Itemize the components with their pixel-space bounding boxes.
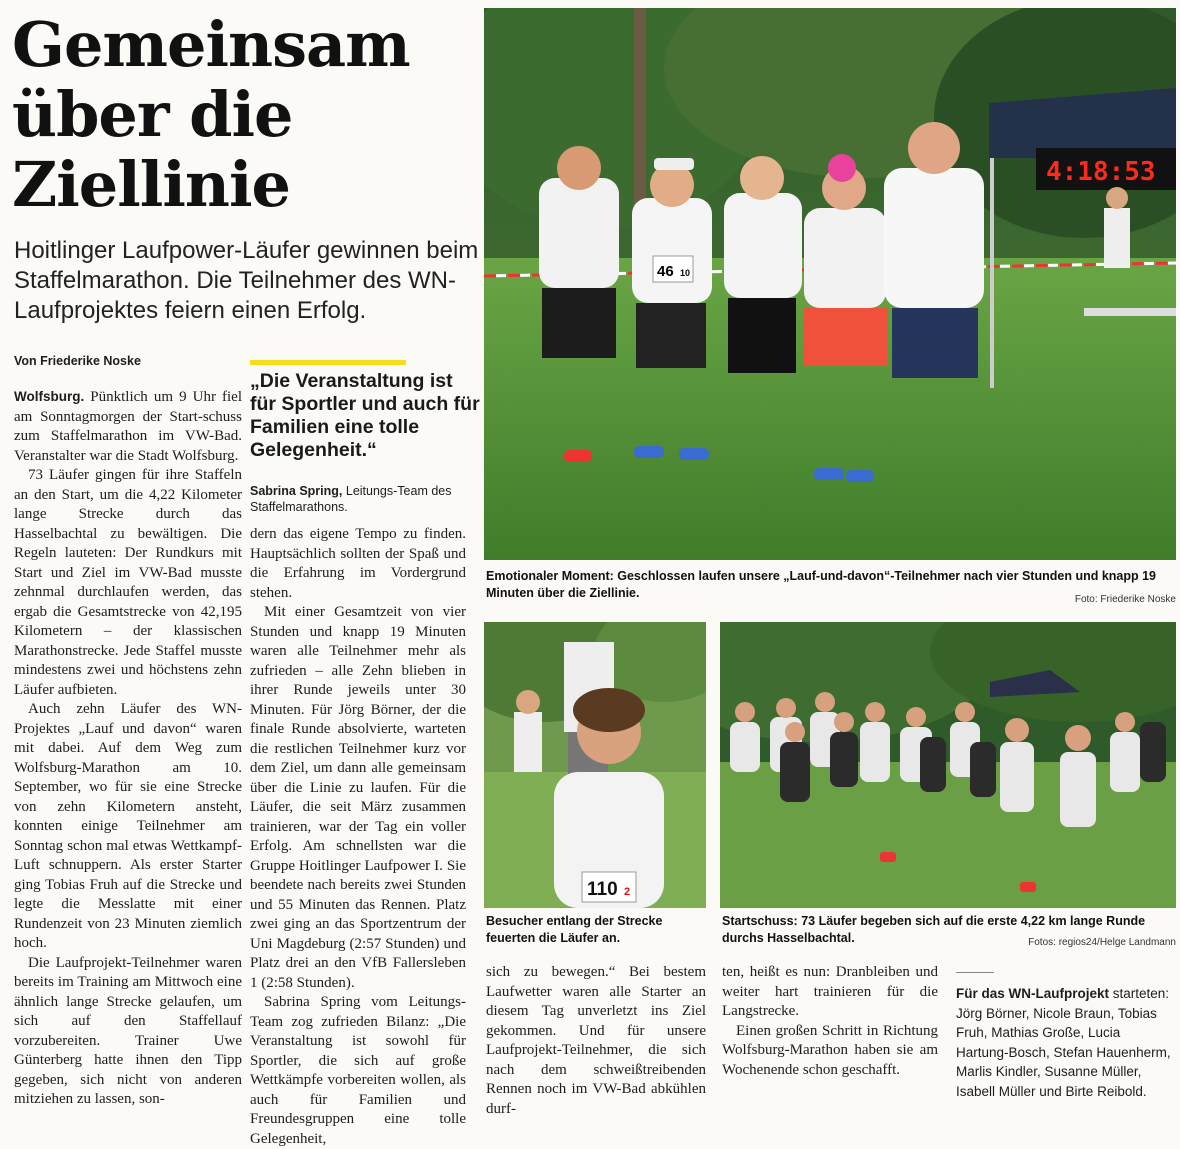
col3-paragraph-1: sich zu bewegen.“ Bei bestem Laufwetter waren alle Starter an diesem Tag unverletzt ins Ziel gekommen. Und für unsere Laufprojekt-Teilnehmer, die sich nach dem schweißtreibenden Rennen noch im VW-Bad abkühlen durf-	[486, 964, 706, 1117]
infobox-text: starteten: Jörg Börner, Nicole Braun, Tobias Fruh, Mathias Große, Lucia Hartung-Bosch, Stefan Hauenherm, Marlis Kindler, Susanne Müller, Isabell Müller und Birte Reibold.	[956, 986, 1171, 1099]
paragraph-1	[14, 387, 242, 466]
paragraph-1-text: Pünktlich um 9 Uhr fiel am Sonntagmorgen der Start-schuss zum Staffelmarathon im VW-Bad. Veranstalter war die Stadt Wolfsburg.	[14, 389, 242, 464]
headline-line-3: Ziellinie	[12, 148, 290, 221]
runner-bib-number: 46	[657, 263, 674, 280]
paragraph-2: 73 Läufer gingen für ihre Staffeln an den Start, um die 4,22 Kilometer lange Strecke durch das Hasselbachtal zu bewältigen. Die Regeln lauteten: Der Rundkurs mit Start und Ziel im VW-Bad musste zehnmal durchlaufen werden, das ergab die Gesamtstrecke von 42,195 Kilometern – der klassischen Marathonstrecke. Jede Staffel musste mindestens zwei und höchstens zehn Läufer aufbieten.	[14, 467, 242, 698]
race-clock-time: 4:18:53	[1046, 157, 1156, 187]
race-start-photo	[720, 622, 1176, 908]
infobox-divider	[956, 972, 994, 973]
dateline: Wolfsburg.	[14, 389, 85, 404]
byline: Von Friederike Noske	[14, 354, 141, 368]
article-column-3	[486, 963, 706, 1119]
subheadline: Hoitlinger Laufpower-Läufer gewinnen beim Staffelmarathon. Die Teilnehmer des WN-Laufprojektes feiern einen Erfolg.	[14, 237, 479, 324]
article-column-1	[14, 387, 242, 1110]
boy-bib-number: 110	[587, 879, 618, 900]
start-photo	[720, 622, 1176, 908]
quote-role: Leitungs-Team des Staffelmarathons.	[250, 484, 452, 514]
start-photo-credit: Fotos: regios24/Helge Landmann	[1028, 937, 1176, 948]
headline	[12, 10, 472, 220]
col2-paragraph-1: dern das eigene Tempo zu finden. Hauptsächlich sollten der Spaß und die Erfahrung im Vordergrund stehen.	[250, 526, 466, 601]
paragraph-3: Auch zehn Läufer des WN-Projektes „Lauf und davon“ waren mit dabei. Auf dem Weg zum Wolfsburg-Marathon am 10. September, wo für sie eine Strecke von zehn Kilometern ansteht, konnten einige Teilnehmer am Sonntag schon mal etwas Wettkampf-Luft schnuppern. Als erster Starter ging Tobias Fruh auf die Strecke und legte die Messlatte mit einer Rundenzeit von 23 Minuten ziemlich hoch.	[14, 701, 242, 951]
col2-paragraph-3: Sabrina Spring vom Leitungs-Team zog zufrieden Bilanz: „Die Veranstaltung ist sowohl für Sportler, die sich auf große Wettkämpfe vorbereiten wollen, als auch für Familien und Freundesgruppen eine tolle Gelegenheit,	[250, 994, 466, 1147]
headline-line-1: Gemeinsam	[12, 8, 410, 81]
infobox-title: Für das WN-Laufprojekt	[956, 986, 1110, 1001]
main-photo	[484, 8, 1176, 560]
quote-name: Sabrina Spring,	[250, 484, 343, 498]
boy-bib-small: 2	[624, 886, 631, 898]
quote-source	[250, 483, 480, 515]
main-photo-caption: Emotionaler Moment: Geschlossen laufen unsere „Lauf-und-davon“-Teilnehmer nach vier Stunden und knapp 19 Minuten über die Ziellinie.	[486, 569, 1157, 600]
spectator-photo	[484, 622, 706, 908]
headline-line-2: über die	[12, 78, 293, 151]
spectator-photo-caption: Besucher entlang der Strecke feuerten die Läufer an.	[486, 914, 663, 945]
spectator-boy-photo	[484, 622, 706, 908]
finish-line-photo	[484, 8, 1176, 560]
col2-paragraph-2: Mit einer Gesamtzeit von vier Stunden und knapp 19 Minuten waren alle Teilnehmer mehr als zufrieden – alle Zehn blieben in ihrer Runde jeweils unter 30 Minuten. Für Jörg Börner, der die finale Runde absolvierte, warteten die restlichen Teilnehmer kurz vor dem Ziel, um dann alle gemeinsam über die Linie zu laufen. Für die Läufer, die seit März zusammen trainieren, war der Tag ein voller Erfolg. Am schnellsten war die Gruppe Hoitlinger Laufpower I. Sie beendete nach bereits zwei Stunden und 55 Minuten das Rennen. Platz zwei ging an das Sportzentrum der Uni Magdeburg (2:57 Stunden) und Platz drei an den VfB Fallersleben 1 (2:58 Stunden).	[250, 604, 466, 991]
col4-paragraph-2: Einen großen Schritt in Richtung Wolfsburg-Marathon haben sie am Wochenende schon geschafft.	[722, 1022, 938, 1078]
start-photo-caption: Startschuss: 73 Läufer begeben sich auf die erste 4,22 km lange Runde durchs Hasselbachtal.	[722, 914, 1146, 945]
runner-bib-small: 10	[680, 268, 691, 278]
main-photo-credit: Foto: Friederike Noske	[1074, 594, 1176, 605]
infobox	[956, 984, 1176, 1101]
article-column-2	[250, 525, 466, 1149]
article-column-4	[722, 963, 938, 1080]
pull-quote: „Die Veranstaltung ist für Sportler und auch für Familien eine tolle Gelegenheit.“	[250, 370, 480, 461]
col4-paragraph-1: ten, heißt es nun: Dranbleiben und weiter hart trainieren für die Langstrecke.	[722, 964, 938, 1019]
paragraph-4: Die Laufprojekt-Teilnehmer waren bereits im Training am Mittwoch eine ähnlich lange Strecke gelaufen, um sich auf den Staffellauf vorzubereiten. Trainer Uwe Günterberg hatte ihnen den Tipp gegeben, sich nicht von anderen mitziehen zu lassen, son-	[14, 954, 242, 1107]
quote-accent-bar	[250, 360, 406, 365]
